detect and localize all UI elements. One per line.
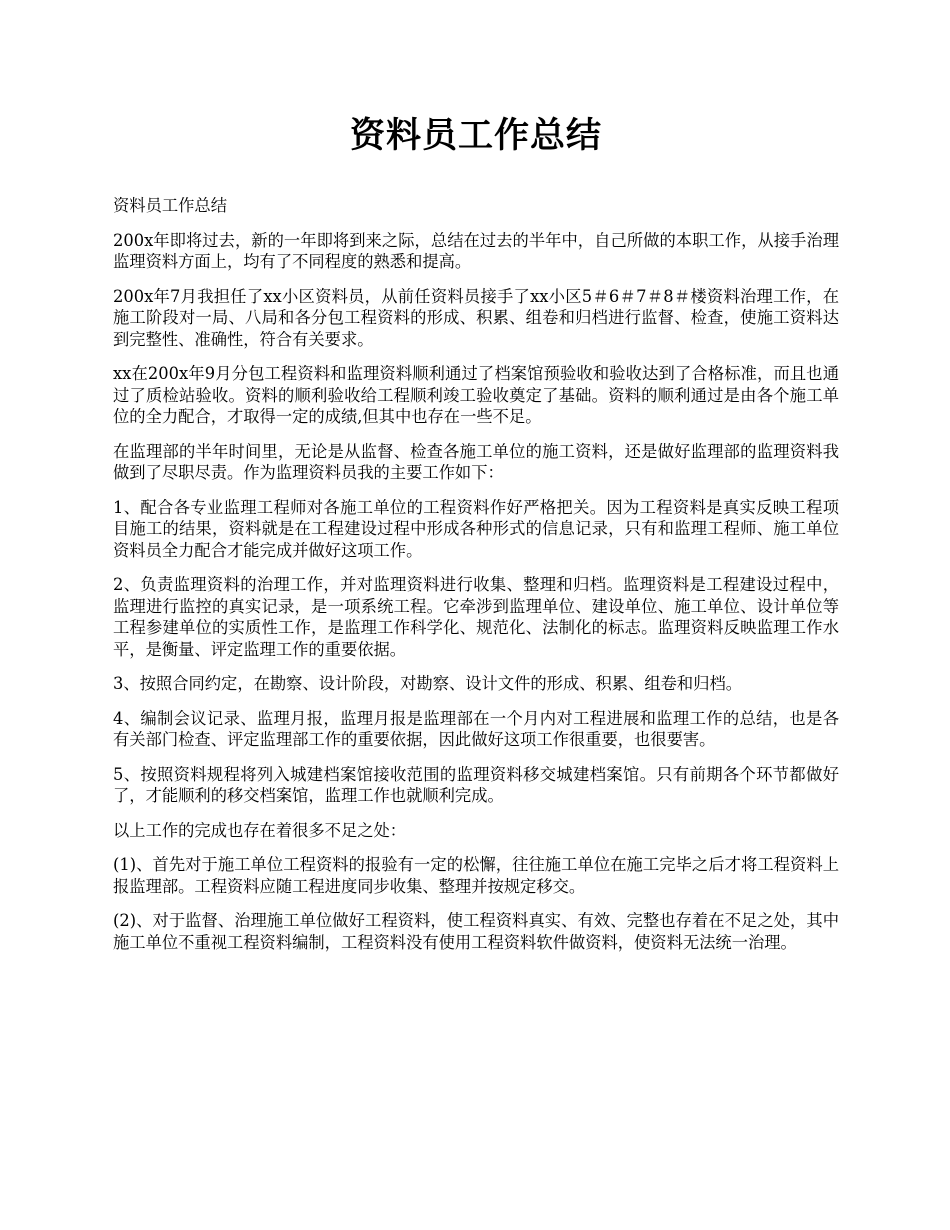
paragraph-shortcoming-1: (1)、首先对于施工单位工程资料的报验有一定的松懈，往往施工单位在施工完毕之后才将工程资料上报监理部。工程资料应随工程进度同步收集、整理并按规定移交。 <box>113 855 839 896</box>
paragraph-intro: 200x年即将过去，新的一年即将到来之际，总结在过去的半年中，自己所做的本职工作，从接手治理监理资料方面上，均有了不同程度的熟悉和提高。 <box>113 230 839 271</box>
paragraph-subtitle: 资料员工作总结 <box>113 196 227 215</box>
paragraph-duty-5: 5、按照资料规程将列入城建档案馆接收范围的监理资料移交城建档案馆。只有前期各个环节都做好了，才能顺利的移交档案馆，监理工作也就顺利完成。 <box>113 764 839 805</box>
paragraph-duty-2: 2、负责监理资料的治理工作，并对监理资料进行收集、整理和归档。监理资料是工程建设过程中，监理进行监控的真实记录，是一项系统工程。它牵涉到监理单位、建设单位、施工单位、设计单位等工程参建单位的实质性工作，是监理工作科学化、规范化、法制化的标志。监理资料反映监理工作水平，是衡量、评定监理工作的重要依据。 <box>113 575 839 659</box>
paragraph-duties-intro: 在监理部的半年时间里，无论是从监督、检查各施工单位的施工资料，还是做好监理部的监理资料我做到了尽职尽责。作为监理资料员我的主要工作如下： <box>113 441 839 482</box>
paragraph-duty-3: 3、按照合同约定，在勘察、设计阶段，对勘察、设计文件的形成、积累、组卷和归档。 <box>113 674 743 693</box>
paragraph-assignment: 200x年7月我担任了xx小区资料员，从前任资料员接手了xx小区5＃6＃7＃8＃楼资料治理工作，在施工阶段对一局、八局和各分包工程资料的形成、积累、组卷和归档进行监督、检查，使施工资料达到完整性、准确性，符合有关要求。 <box>113 286 839 349</box>
document-title: 资料员工作总结 <box>349 115 602 156</box>
paragraph-duty-4: 4、编制会议记录、监理月报，监理月报是监理部在一个月内对工程进展和监理工作的总结，也是各有关部门检查、评定监理部工作的重要依据，因此做好这项工作很重要，也很要害。 <box>113 708 839 749</box>
paragraph-duty-1: 1、配合各专业监理工程师对各施工单位的工程资料作好严格把关。因为工程资料是真实反映工程项目施工的结果，资料就是在工程建设过程中形成各种形式的信息记录，只有和监理工程师、施工单位资料员全力配合才能完成并做好这项工作。 <box>113 497 839 560</box>
paragraph-acceptance: xx在200x年9月分包工程资料和监理资料顺利通过了档案馆预验收和验收达到了合格标准，而且也通过了质检站验收。资料的顺利验收给工程顺利竣工验收奠定了基础。资料的顺利通过是由各个施工单位的全力配合，才取得一定的成绩,但其中也存在一些不足。 <box>113 364 839 426</box>
paragraph-shortcoming-2: (2)、对于监督、治理施工单位做好工程资料，使工程资料真实、有效、完整也存着在不足之处，其中施工单位不重视工程资料编制，工程资料没有使用工程资料软件做资料，使资料无法统一治理。 <box>113 911 839 952</box>
document-page <box>113 110 839 966</box>
paragraph-shortcomings-intro: 以上工作的完成也存在着很多不足之处： <box>113 820 407 840</box>
